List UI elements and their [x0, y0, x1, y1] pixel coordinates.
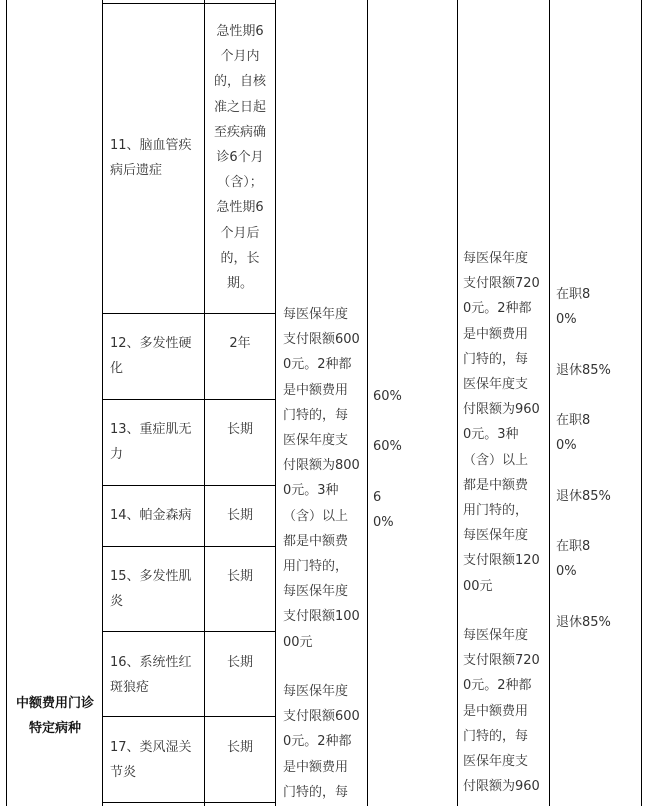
row-divider [102, 546, 276, 547]
column-divider [102, 0, 103, 806]
period-cell: 急性期6 个月内 的，自核 准之日起 至疾病确 诊6个月 （含）； 急性期6 个月后 的，长 期。 [213, 24, 266, 292]
column-divider [275, 0, 276, 806]
row-divider [102, 3, 276, 4]
period-cell: 长期 [226, 569, 253, 584]
row-divider [102, 313, 276, 314]
disease-cell: 12、多发性硬 化 [110, 336, 192, 377]
disease-cell: 15、多发性肌 炎 [110, 569, 192, 610]
payment-limit-cell: 每医保年度 支付限额720 0元。2种都 是中额费用 门特的，每 医保年度支 付限额为960 0元。3种 （含）以上 都是中额费 用门特的， 每医保年度 支付限额120 00元 [463, 251, 540, 594]
column-divider [457, 0, 458, 806]
column-divider [549, 0, 550, 806]
period-cell: 长期 [226, 740, 253, 755]
period-cell: 2年 [229, 336, 251, 351]
payment-limit-cell: 每医保年度 支付限额600 0元。2种都 是中额费用 门特的，每 [283, 684, 360, 800]
ratio-cell: 60% 60% 6 0% [373, 389, 402, 531]
period-cell: 长期 [226, 422, 253, 437]
row-divider [102, 716, 276, 717]
payment-limit-cell: 每医保年度 支付限额600 0元。2种都 是中额费用 门特的，每 医保年度支 付限额为800 0元。3种 （含）以上 都是中额费 用门特的， 每医保年度 支付限额100 00元 [283, 307, 360, 650]
row-divider [102, 802, 276, 803]
disease-cell: 11、脑血管疾 病后遗症 [110, 138, 192, 179]
row-divider [102, 631, 276, 632]
table-border-left [6, 0, 7, 806]
period-cell: 长期 [226, 655, 253, 670]
table-border-right [641, 0, 642, 806]
payment-limit-cell: 每医保年度 支付限额720 0元。2种都 是中额费用 门特的，每 医保年度支 付限额为960 [463, 628, 540, 795]
reimbursement-cell: 在职8 0% 退休85% 在职8 0% 退休85% 在职8 0% 退休85% [556, 287, 611, 630]
disease-cell: 14、帕金森病 [110, 508, 192, 523]
period-cell: 长期 [226, 508, 253, 523]
row-divider [102, 485, 276, 486]
disease-cell: 16、系统性红 斑狼疮 [110, 655, 192, 696]
disease-cell: 13、重症肌无 力 [110, 422, 192, 463]
row-divider [102, 399, 276, 400]
category-cell: 中额费用门诊 特定病种 [15, 696, 94, 737]
disease-cell: 17、类风湿关 节炎 [110, 740, 192, 781]
